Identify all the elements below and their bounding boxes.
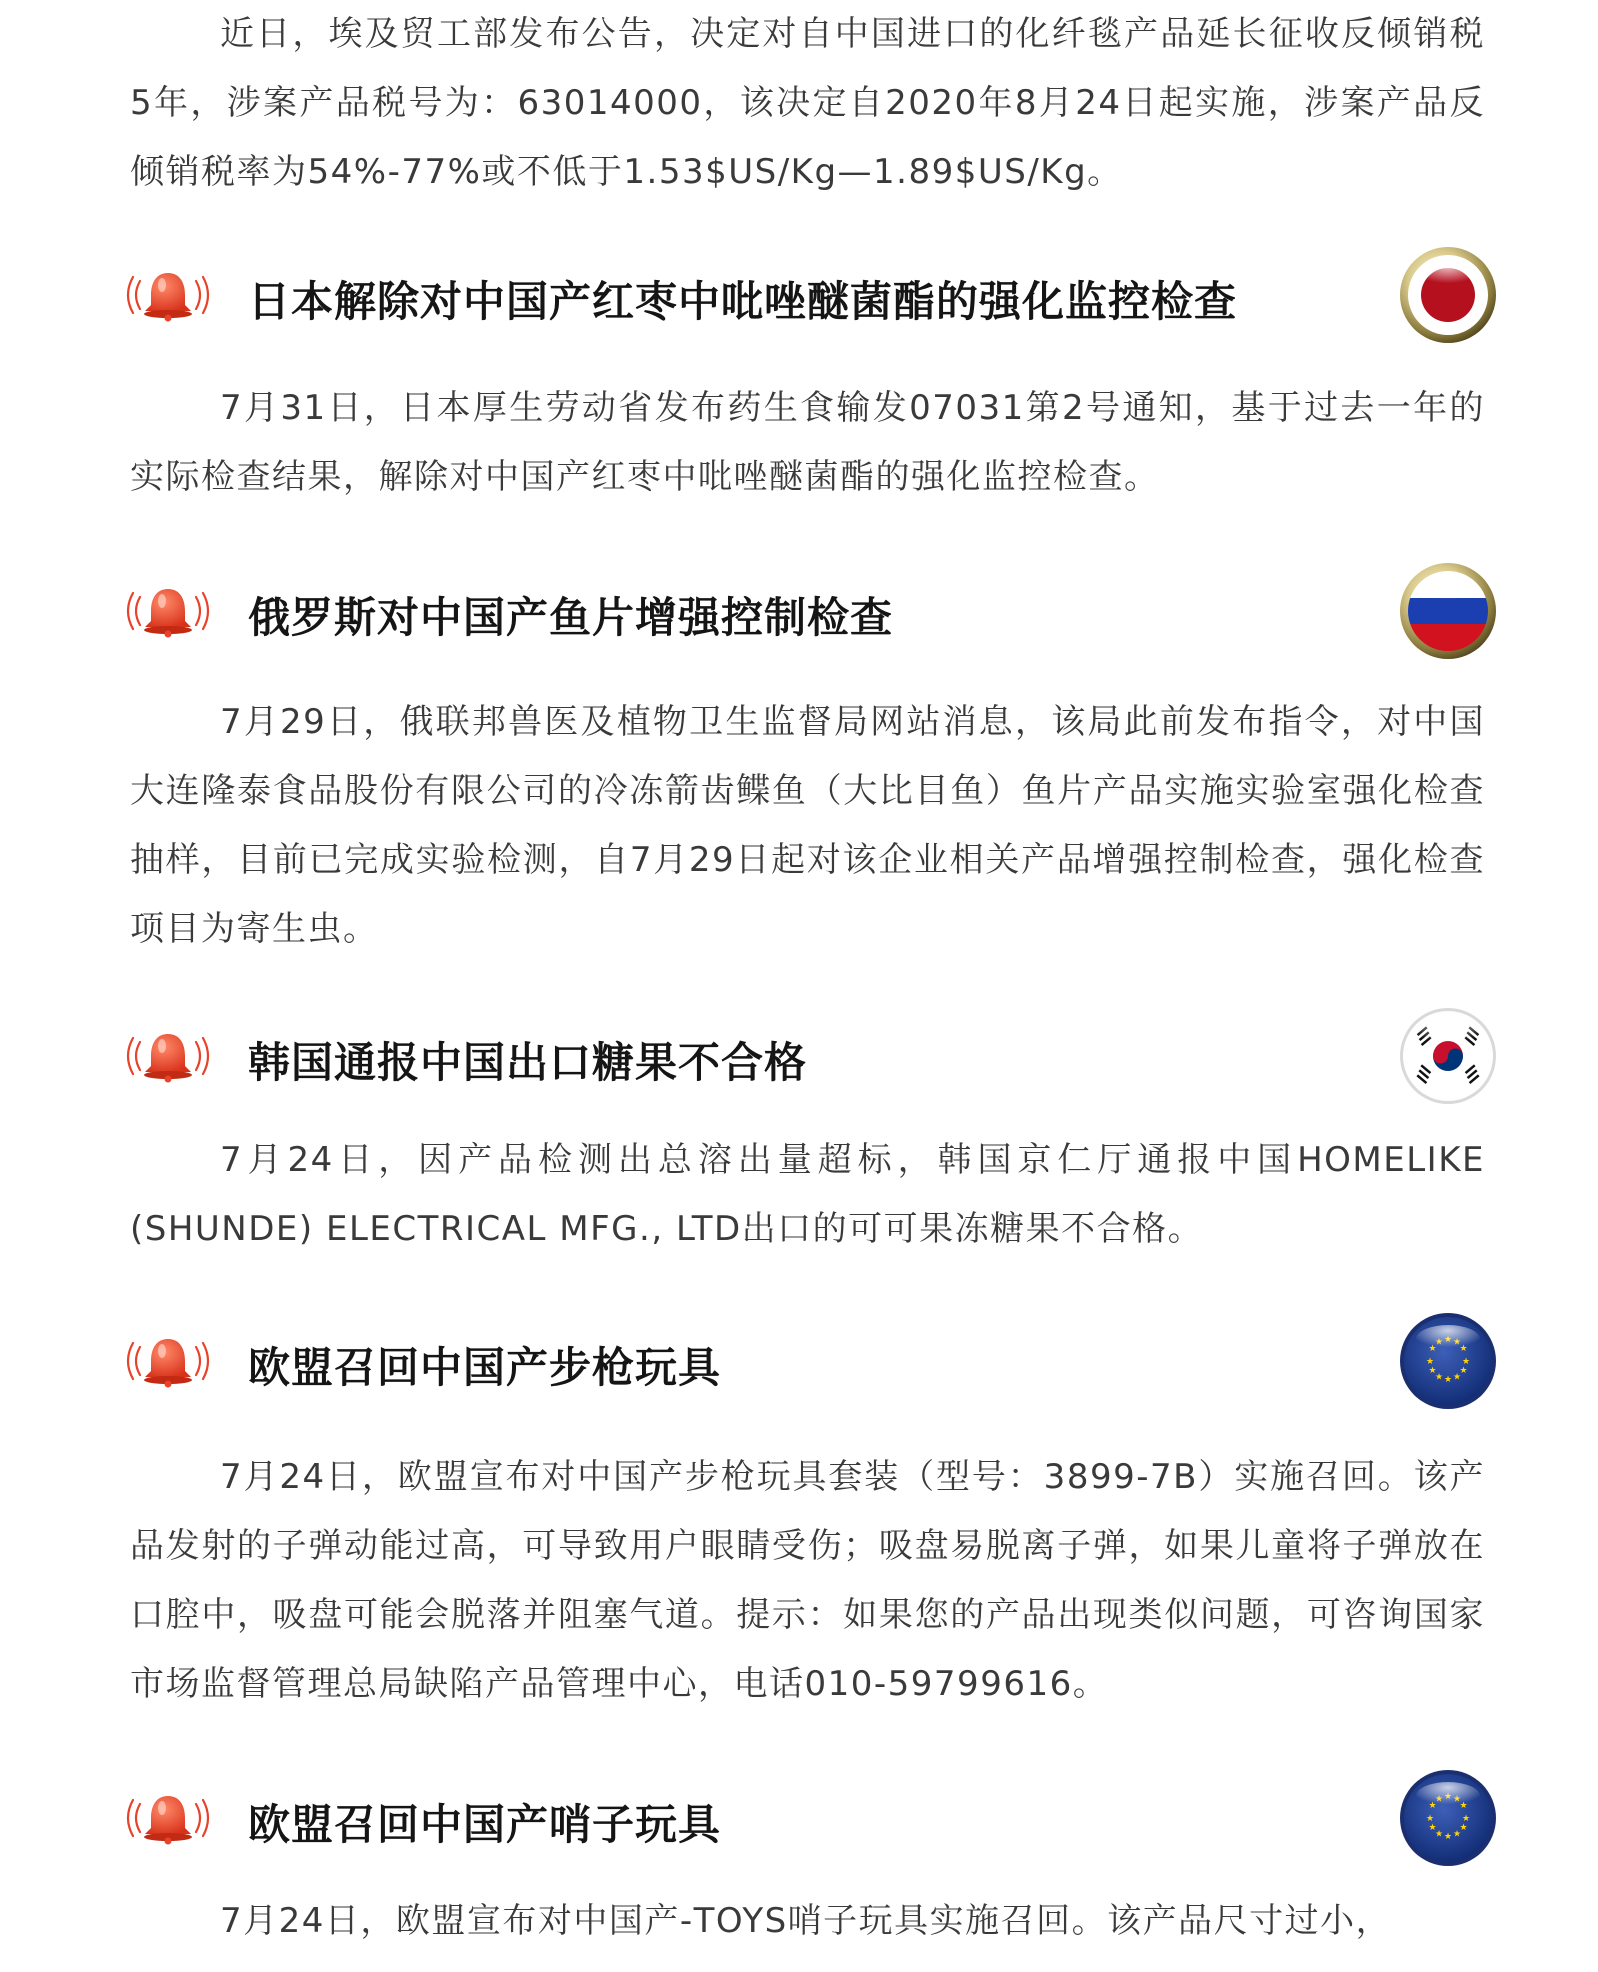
svg-text:★: ★ [1434, 1829, 1444, 1840]
alarm-bell-icon [118, 1028, 218, 1084]
eu-flag-icon [1398, 1311, 1498, 1411]
svg-text:★: ★ [1443, 1832, 1453, 1842]
svg-text:★: ★ [1425, 1814, 1435, 1824]
article-body-korea: 7月24日，因产品检测出总溶出量超标，韩国京仁厅通报中国HOMELIKE (SHUNDE) ELECTRICAL MFG., LTD出口的可可果冻糖果不合格。 [130, 1140, 1485, 1249]
article-title: 日本解除对中国产红枣中吡唑醚菌酯的强化监控检查 [248, 277, 1238, 326]
article-body-eu-rifle: 7月24日，欧盟宣布对中国产步枪玩具套装（型号：3899-7B）实施召回。该产品发射的子弹动能过高，可导致用户眼睛受伤；吸盘易脱离子弹，如果儿童将子弹放在口腔中，吸盘可能会脱落并阻塞气道。提示：如果您的产品出现类似问题，可咨询国家市场监督管理总局缺陷产品管理中心，电话010-59799616。 [130, 1457, 1485, 1704]
eu-flag-icon [1398, 1768, 1498, 1868]
korea-flag-icon [1398, 1006, 1498, 1106]
svg-text:★: ★ [1443, 1375, 1453, 1385]
intro-paragraph: 近日，埃及贸工部发布公告，决定对自中国进口的化纤毯产品延长征收反倾销税5年，涉案产品税号为：63014000，该决定自2020年8月24日起实施，涉案产品反倾销税率为54%-77%或不低于1.53$US/Kg—1.89$US/Kg。 [130, 14, 1485, 192]
svg-text:★: ★ [1461, 1357, 1471, 1367]
alarm-bell-icon [118, 583, 218, 639]
article-heading-japan [118, 245, 1498, 355]
svg-text:★: ★ [1452, 1372, 1462, 1383]
article-body-eu-whistle: 7月24日，欧盟宣布对中国产-TOYS哨子玩具实施召回。该产品尺寸过小， [220, 1901, 1392, 1941]
svg-text:★: ★ [1459, 1823, 1468, 1833]
article-body-japan: 7月31日，日本厚生劳动省发布药生食输发07031第2号通知，基于过去一年的实际检查结果，解除对中国产红枣中吡唑醚菌酯的强化监控检查。 [130, 388, 1485, 497]
article-title: 欧盟召回中国产步枪玩具 [248, 1343, 722, 1392]
alarm-bell-icon [118, 1333, 218, 1389]
japan-flag-icon [1398, 245, 1498, 345]
svg-text:★: ★ [1428, 1823, 1437, 1833]
article-title: 韩国通报中国出口糖果不合格 [248, 1038, 808, 1087]
alarm-bell-icon [118, 267, 218, 323]
russia-flag-icon [1398, 561, 1498, 661]
article-heading-korea [118, 1006, 1498, 1116]
article-title: 欧盟召回中国产哨子玩具 [248, 1800, 722, 1849]
article-body-russia: 7月29日，俄联邦兽医及植物卫生监督局网站消息，该局此前发布指令，对中国大连隆泰食品股份有限公司的冷冻箭齿鲽鱼（大比目鱼）鱼片产品实施实验室强化检查抽样，目前已完成实验检测，自7月29日起对该企业相关产品增强控制检查，强化检查项目为寄生虫。 [130, 702, 1485, 949]
article-heading-eu-whistle [118, 1768, 1498, 1878]
svg-text:★: ★ [1452, 1829, 1462, 1840]
svg-text:★: ★ [1461, 1814, 1471, 1824]
svg-text:★: ★ [1434, 1372, 1444, 1383]
article-heading-eu-rifle [118, 1311, 1498, 1421]
svg-text:★: ★ [1425, 1357, 1435, 1367]
svg-text:★: ★ [1428, 1366, 1437, 1376]
alarm-bell-icon [118, 1790, 218, 1846]
article-title: 俄罗斯对中国产鱼片增强控制检查 [248, 593, 894, 642]
article-heading-russia [118, 561, 1498, 671]
svg-text:★: ★ [1459, 1366, 1468, 1376]
